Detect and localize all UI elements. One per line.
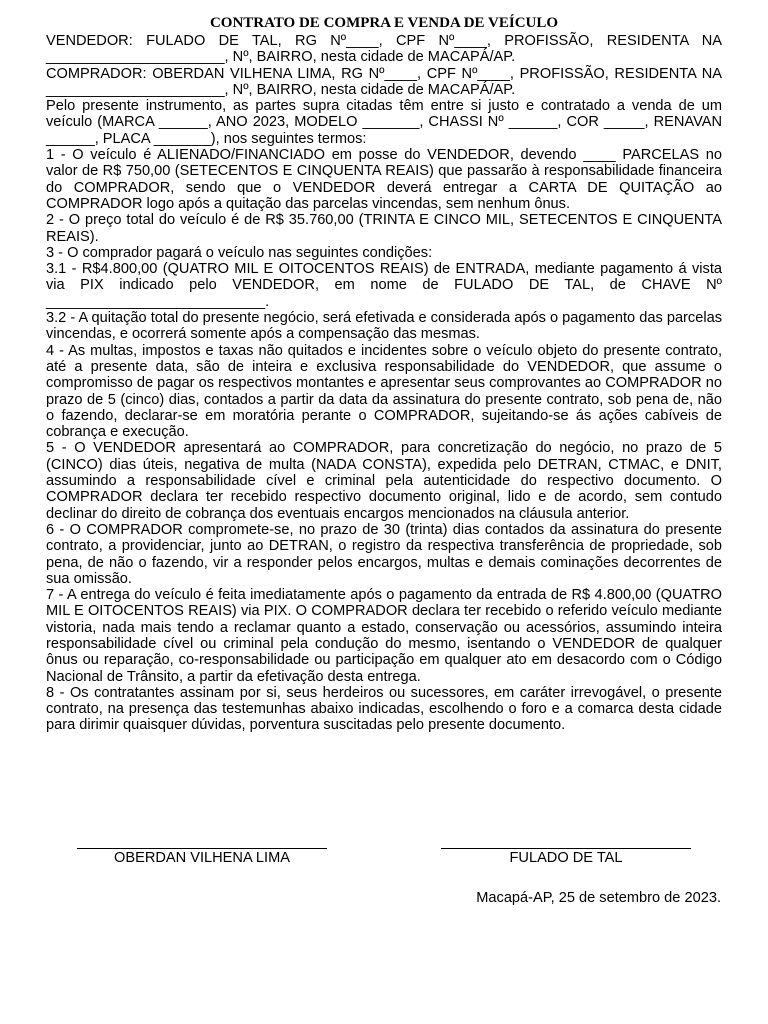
buyer-qualification: COMPRADOR: OBERDAN VILHENA LIMA, RG Nº____, CPF Nº____, PROFISSÃO, RESIDENTA NA ______________________, Nº, BAIRRO, nesta cidade de MACAPÁ/AP. bbox=[46, 65, 722, 98]
clause-3: 3 - O comprador pagará o veículo nas seguintes condições: bbox=[46, 244, 433, 261]
buyer-signature bbox=[77, 848, 327, 866]
contract-preamble: Pelo presente instrumento, as partes supra citadas têm entre si justo e contratado a venda de um veículo (MARCA ______, ANO 2023, MODELO _______, CHASSI Nº ______, COR _____, RENAVAN ______, PLACA _______), nos seguintes termos: bbox=[46, 98, 722, 147]
clause-1: 1 - O veículo é ALIENADO/FINANCIADO em posse do VENDEDOR, devendo ____ PARCELAS no valor de R$ 750,00 (SETECENTOS E CINQUENTA REAIS) que passarão à responsabilidade financeira do COMPRADOR, sendo que o VENDEDOR deverá entregar a CARTA DE QUITAÇÃO ao COMPRADOR logo após a quitação das parcelas vincendas, sem nenhum ônus. bbox=[46, 147, 722, 212]
contract-title: CONTRATO DE COMPRA E VENDA DE VEÍCULO bbox=[209, 15, 559, 31]
signature-block bbox=[0, 848, 768, 878]
clause-2: 2 - O preço total do veículo é de R$ 35.760,00 (TRINTA E CINCO MIL, SETECENTOS E CINQUENTA REAIS). bbox=[46, 212, 722, 245]
place-and-date: Macapá-AP, 25 de setembro de 2023. bbox=[476, 890, 721, 906]
clause-5: 5 - O VENDEDOR apresentará ao COMPRADOR, para concretização do negócio, no prazo de 5 (CINCO) dias úteis, negativa de multa (NADA CONSTA), expedida pelo DETRAN, CTMAC, e DNIT, assumindo a responsabilidade cível e criminal pela autenticidade do respectivo documento. O COMPRADOR declara ter recebido respectivo documento original, lido e de acordo, sem contudo declinar do direito de cobrança dos eventuais encargos mencionados na cláusula anterior. bbox=[46, 440, 722, 522]
clause-8: 8 - Os contratantes assinam por si, seus herdeiros ou sucessores, em caráter irrevogável, o presente contrato, na presença das testemunhas abaixo indicadas, escolhendo o foro e a comarca desta cidade para dirimir quaisquer dúvidas, porventura suscitadas pelo presente documento. bbox=[46, 684, 722, 734]
seller-qualification: VENDEDOR: FULADO DE TAL, RG Nº____, CPF Nº____, PROFISSÃO, RESIDENTA NA ______________________, Nº, BAIRRO, nesta cidade de MACAPÁ/AP. bbox=[46, 33, 722, 66]
clause-7: 7 - A entrega do veículo é feita imediatamente após o pagamento da entrada de R$ 4.800,00 (QUATRO MIL E OITOCENTOS REAIS) via PIX. O COMPRADOR declara ter recebido o referido veículo mediante vistoria, nada mais tendo a reclamar quanto a estado, conservação ou acessórios, assumindo inteira responsabilidade cível ou criminal pela condução do mesmo, isentando o VENDEDOR de qualquer ônus ou reparação, co-responsabilidade ou participação em qualquer ato em desacordo com o Código Nacional de Trânsito, a partir da efetivação desta entrega. bbox=[46, 587, 722, 685]
seller-signature-line bbox=[441, 848, 691, 849]
seller-signature-name: FULADO DE TAL bbox=[509, 850, 623, 866]
buyer-signature-line bbox=[77, 848, 327, 849]
seller-signature bbox=[441, 848, 691, 866]
clause-3-1: 3.1 - R$4.800,00 (QUATRO MIL E OITOCENTOS REAIS) de ENTRADA, mediante pagamento á vista via PIX indicado pelo VENDEDOR, em nome de FULADO DE TAL, de CHAVE Nº ___________________________. bbox=[46, 261, 722, 310]
contract-document bbox=[46, 14, 722, 734]
clause-4: 4 - As multas, impostos e taxas não quitados e incidentes sobre o veículo objeto do presente contrato, até a presente data, são de inteira e exclusiva responsabilidade do VENDEDOR, que assume o compromisso de pagar os respectivos montantes e apresentar seus comprovantes ao COMPRADOR no prazo de 5 (cinco) dias, contados a partir da data da assinatura do presente contrato, sob pena de, não o fazendo, declarar-se em moratória perante o COMPRADOR, sujeitando-se ás ações cabíveis de cobrança e execução. bbox=[46, 342, 722, 441]
clause-3-2: 3.2 - A quitação total do presente negócio, será efetivada e considerada após o pagamento das parcelas vincendas, e ocorrerá somente após a compensação das mesmas. bbox=[46, 310, 722, 343]
clause-6: 6 - O COMPRADOR compromete-se, no prazo de 30 (trinta) dias contados da assinatura do presente contrato, a providenciar, junto ao DETRAN, o registro da respectiva transferência de propriedade, sob pena, de não o fazendo, vir a responder pelos encargos, multas e demais cominações decorrentes de sua omissão. bbox=[46, 521, 722, 587]
buyer-signature-name: OBERDAN VILHENA LIMA bbox=[114, 850, 290, 866]
